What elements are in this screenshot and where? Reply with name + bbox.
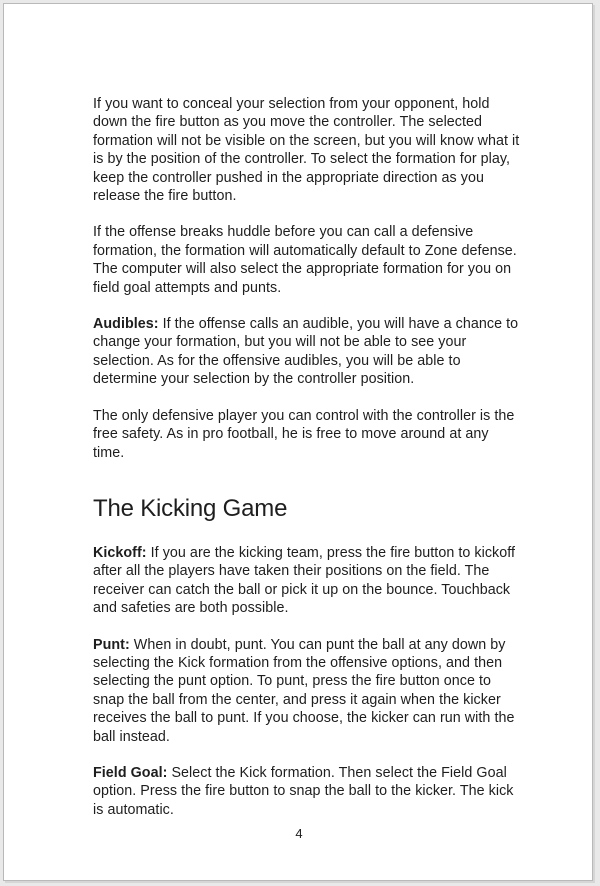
- paragraph-text: When in doubt, punt. You can punt the ball at any down by selecting the Kick formation from the offensive options, and then selecting the punt option. To punt, press the fire button once to snap the ball from the center, and press it again when the kicker receives the ball to punt. If you choose, the kicker can run with the ball instead.: [93, 636, 515, 745]
- paragraph-free-safety: [93, 407, 521, 462]
- paragraph-text: Select the Kick formation. Then select the Field Goal option. Press the fire button to snap the ball to the kicker. The kick is automatic.: [93, 764, 514, 818]
- paragraph-text: If the offense calls an audible, you will have a chance to change your formation, but you will not be able to see your selection. As for the offensive audibles, you will be able to determine your selection by the controller position.: [93, 316, 519, 388]
- paragraph-text: If you are the kicking team, press the fire button to kickoff after all the players have taken their positions on the field. The receiver can catch the ball or pick it up on the bounce. Touchback and safeties are both possible.: [93, 544, 516, 617]
- paragraph-huddle-default: [93, 223, 521, 297]
- paragraph-punt: [93, 636, 521, 746]
- field-goal-label: Field Goal:: [93, 764, 168, 781]
- page-number: 4: [295, 826, 303, 841]
- paragraph-text: If you want to conceal your selection from your opponent, hold down the fire button as you move the controller. The selected formation will not be visible on the screen, but you will know what it is by the position of the controller. To select the formation for play, keep the controller pushed in the appropriate direction as you release the fire button.: [93, 96, 520, 205]
- manual-page: [3, 3, 593, 881]
- paragraph-text: If the offense breaks huddle before you can call a defensive formation, the formation will automatically default to Zone defense. The computer will also select the appropriate formation for you on field goal attempts and punts.: [93, 224, 517, 296]
- paragraph-kickoff: [93, 544, 521, 618]
- kickoff-label: Kickoff:: [93, 544, 147, 561]
- paragraph-field-goal: [93, 764, 521, 819]
- paragraph-audibles: [93, 315, 521, 389]
- audibles-label: Audibles:: [93, 316, 159, 333]
- punt-label: Punt:: [93, 636, 130, 653]
- paragraph-conceal-selection: [93, 95, 521, 205]
- section-heading: The Kicking Game: [93, 494, 288, 522]
- paragraph-text: The only defensive player you can control with the controller is the free safety. As in pro football, he is free to move around at any time.: [93, 407, 515, 461]
- page-content: [93, 95, 521, 837]
